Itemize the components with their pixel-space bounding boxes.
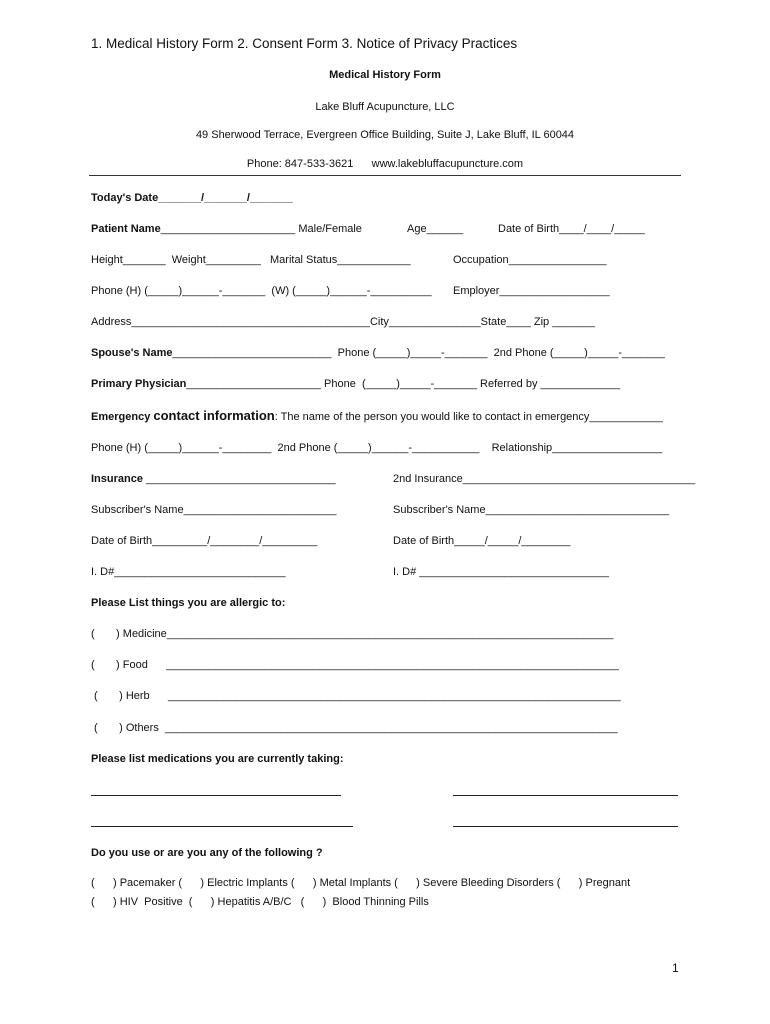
second-insurance-field[interactable]: 2nd Insurance______________________________________ [393, 473, 696, 485]
todays-date-field[interactable]: Today's Date_______/_______/_______ [91, 192, 293, 204]
second-id-field[interactable]: I. D# _______________________________ [393, 566, 609, 578]
date-of-birth-field[interactable]: Date of Birth____/____/_____ [498, 223, 645, 235]
second-subscriber-name-field[interactable]: Subscriber's Name______________________________ [393, 504, 670, 516]
insurance-label: Insurance [91, 473, 143, 485]
employer-field[interactable]: Employer__________________ [453, 285, 610, 297]
insurance-field[interactable]: _______________________________ [142, 473, 336, 485]
emergency-contact-row [91, 409, 663, 424]
medication-line-2[interactable] [453, 795, 678, 796]
phone-row[interactable]: Phone (H) (_____)______-_______ (W) (_____)______-__________ [91, 285, 432, 297]
clinic-address: 49 Sherwood Terrace, Evergreen Office Building, Suite J, Lake Bluff, IL 60044 [195, 129, 575, 141]
emergency-field[interactable]: : The name of the person you would like to contact in emergency____________ [274, 411, 663, 423]
clinic-name: Lake Bluff Acupuncture, LLC [315, 101, 455, 113]
emergency-label: Emergency [91, 411, 154, 423]
occupation-field[interactable]: Occupation________________ [453, 254, 607, 266]
medication-line-1[interactable] [91, 795, 341, 796]
spouse-row [91, 346, 665, 360]
allergy-food-row[interactable]: ( ) Food __________________________________________________________________________ [91, 659, 619, 671]
document-header: 1. Medical History Form 2. Consent Form 3. Notice of Privacy Practices [91, 36, 518, 51]
address-row[interactable]: Address_______________________________________City_______________State____ Zip _______ [91, 316, 596, 328]
allergy-others-row[interactable]: ( ) Others __________________________________________________________________________ [91, 722, 618, 734]
patient-name-row [91, 222, 362, 236]
conditions-title: Do you use or are you any of the following ? [91, 847, 323, 859]
emergency-label-large: contact information [153, 408, 275, 423]
patient-name-label: Patient Name [91, 223, 161, 235]
form-title: Medical History Form [329, 69, 441, 81]
height-weight-marital-row[interactable]: Height_______ Weight_________ Marital Status____________ [91, 254, 411, 266]
physician-label: Primary Physician [91, 378, 187, 390]
header-divider [89, 175, 681, 176]
conditions-row-2[interactable]: ( ) HIV Positive ( ) Hepatitis A/B/C ( ) Blood Thinning Pills [91, 896, 429, 908]
emergency-phone-row[interactable]: Phone (H) (_____)______-________ 2nd Phone (_____)______-___________ Relationship__________________ [91, 442, 663, 454]
spouse-field[interactable]: __________________________ Phone (_____)_____-_______ 2nd Phone (_____)_____-_______ [172, 347, 665, 359]
allergy-medicine-row[interactable]: ( ) Medicine_________________________________________________________________________ [91, 628, 614, 640]
page-number: 1 [672, 961, 679, 975]
conditions-row-1[interactable]: ( ) Pacemaker ( ) Electric Implants ( ) Metal Implants ( ) Severe Bleeding Disorders ( ) Pregnant [91, 877, 631, 889]
medication-line-4[interactable] [453, 826, 678, 827]
second-subscriber-dob-field[interactable]: Date of Birth_____/_____/________ [393, 535, 571, 547]
patient-name-field[interactable]: ______________________ Male/Female [160, 223, 362, 235]
medications-title: Please list medications you are currently taking: [91, 753, 344, 765]
allergies-title: Please List things you are allergic to: [91, 597, 286, 609]
clinic-contact: Phone: 847-533-3621 www.lakebluffacupuncture.com [246, 158, 524, 170]
age-field[interactable]: Age______ [407, 223, 464, 235]
physician-field[interactable]: ______________________ Phone (_____)_____-_______ Referred by _____________ [186, 378, 621, 390]
spouse-label: Spouse's Name [91, 347, 173, 359]
medication-line-3[interactable] [91, 826, 353, 827]
allergy-herb-row[interactable]: ( ) Herb __________________________________________________________________________ [91, 690, 621, 702]
insurance-row [91, 472, 336, 486]
physician-row [91, 377, 620, 391]
subscriber-dob-field[interactable]: Date of Birth_________/________/_________ [91, 535, 318, 547]
id-field[interactable]: I. D#____________________________ [91, 566, 286, 578]
subscriber-name-field[interactable]: Subscriber's Name_________________________ [91, 504, 337, 516]
